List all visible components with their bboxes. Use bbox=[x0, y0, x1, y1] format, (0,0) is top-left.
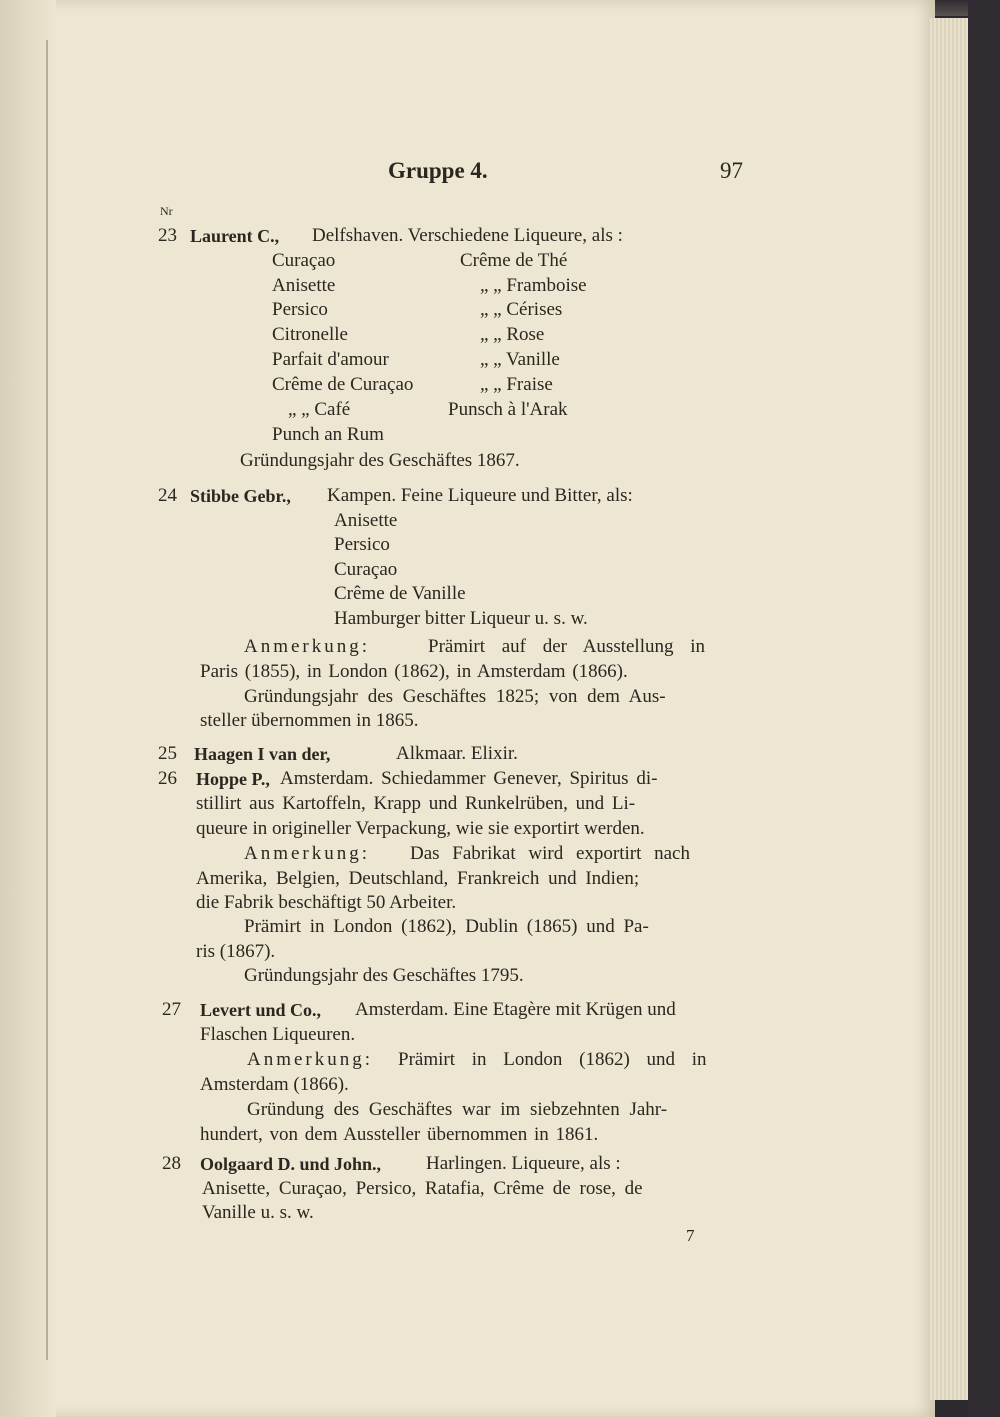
entry-26-note: Prämirt in London (1862), Dublin (1865) und Pa- bbox=[244, 916, 649, 937]
entry-28-name: Oolgaard D. und John., bbox=[200, 1154, 382, 1174]
list-item: „ „ Vanille bbox=[480, 349, 560, 370]
entry-23-founded: Gründungsjahr des Geschäftes 1867. bbox=[240, 450, 520, 471]
entry-26-text: stillirt aus Kartoffeln, Krapp und Runkelrüben, und Li- bbox=[196, 793, 636, 814]
entry-26-number: 26 bbox=[158, 768, 177, 789]
entry-24-founded: Gründungsjahr des Geschäftes 1825; von dem Aus- bbox=[244, 686, 666, 707]
list-item: „ „ Cérises bbox=[480, 299, 563, 320]
page-stack-edge bbox=[930, 18, 968, 1400]
entry-27-text: Amsterdam. Eine Etagère mit Krügen und bbox=[355, 999, 676, 1020]
list-item: Hamburger bitter Liqueur u. s. w. bbox=[334, 608, 588, 629]
entry-23-name: Laurent C., bbox=[190, 226, 280, 246]
entry-24-note: Prämirt auf der Ausstellung in bbox=[428, 636, 706, 657]
entry-25-number: 25 bbox=[158, 743, 177, 764]
book-cover bbox=[968, 0, 1000, 1417]
entry-26-founded: Gründungsjahr des Geschäftes 1795. bbox=[244, 965, 524, 986]
list-item: „ „ Framboise bbox=[480, 275, 587, 296]
list-item: Crême de Curaçao bbox=[272, 374, 414, 395]
entry-26-note-label: Anmerkung: bbox=[244, 843, 371, 864]
list-item: „ „ Rose bbox=[480, 324, 545, 345]
entry-28-number: 28 bbox=[162, 1153, 181, 1174]
entry-27-note: Prämirt in London (1862) und in bbox=[398, 1049, 707, 1070]
entry-27-text: Flaschen Liqueuren. bbox=[200, 1024, 356, 1045]
list-item: Curaçao bbox=[272, 250, 336, 271]
list-item: Crême de Vanille bbox=[334, 583, 466, 604]
entry-24-note-label: Anmerkung: bbox=[244, 636, 371, 657]
entry-27-note: hundert, von dem Aussteller übernommen in 1861. bbox=[200, 1124, 599, 1145]
entry-27-number: 27 bbox=[162, 999, 181, 1020]
entry-27-name: Levert und Co., bbox=[200, 1000, 321, 1020]
list-item: Punch an Rum bbox=[272, 424, 384, 445]
entry-26-note: ris (1867). bbox=[196, 941, 276, 962]
entry-26-text: queure in origineller Verpackung, wie sie exportirt werden. bbox=[196, 818, 645, 839]
list-item: Persico bbox=[272, 299, 328, 320]
entry-26-note: Amerika, Belgien, Deutschland, Frankreich und Indien; bbox=[196, 868, 640, 889]
entry-25-name: Haagen I van der, bbox=[194, 744, 331, 764]
list-item: Anisette bbox=[334, 510, 398, 531]
entry-23-text: Delfshaven. Verschiedene Liqueure, als : bbox=[312, 225, 623, 246]
page-number: 97 bbox=[720, 158, 743, 183]
gutter-fold bbox=[46, 40, 48, 1360]
nr-label: Nr bbox=[160, 204, 173, 218]
list-item: Punsch à l'Arak bbox=[448, 399, 568, 420]
entry-27-note-label: Anmerkung: bbox=[247, 1049, 374, 1070]
list-item: Anisette bbox=[272, 275, 336, 296]
entry-25-text: Alkmaar. Elixir. bbox=[396, 743, 518, 764]
entry-24-number: 24 bbox=[158, 485, 177, 506]
list-item: Persico bbox=[334, 534, 390, 555]
page-header-title: Gruppe 4. bbox=[388, 158, 488, 183]
list-item: Curaçao bbox=[334, 559, 398, 580]
entry-24-name: Stibbe Gebr., bbox=[190, 486, 291, 506]
entry-26-note: Das Fabrikat wird exportirt nach bbox=[410, 843, 690, 864]
list-item: Crême de Thé bbox=[460, 250, 568, 271]
entry-27-note: Amsterdam (1866). bbox=[200, 1074, 349, 1095]
entry-24-note: Paris (1855), in London (1862), in Amsterdam (1866). bbox=[200, 661, 628, 682]
entry-26-name: Hoppe P., bbox=[196, 769, 270, 789]
entry-23-number: 23 bbox=[158, 225, 177, 246]
entry-27-note: Gründung des Geschäftes war im siebzehnten Jahr- bbox=[247, 1099, 668, 1120]
entry-28-text: Harlingen. Liqueure, als : bbox=[426, 1153, 621, 1174]
list-item: Parfait d'amour bbox=[272, 349, 389, 370]
entry-24-text: Kampen. Feine Liqueure und Bitter, als: bbox=[327, 485, 633, 506]
entry-28-text: Vanille u. s. w. bbox=[202, 1202, 314, 1223]
entry-28-text: Anisette, Curaçao, Persico, Ratafia, Crême de rose, de bbox=[202, 1178, 643, 1199]
list-item: „ „ Café bbox=[288, 399, 351, 420]
list-item: Citronelle bbox=[272, 324, 348, 345]
signature-mark: 7 bbox=[686, 1226, 695, 1245]
entry-24-founded: steller übernommen in 1865. bbox=[200, 710, 419, 731]
list-item: „ „ Fraise bbox=[480, 374, 553, 395]
entry-26-note: die Fabrik beschäftigt 50 Arbeiter. bbox=[196, 892, 457, 913]
entry-26-text: Amsterdam. Schiedammer Genever, Spiritus di- bbox=[280, 768, 658, 789]
